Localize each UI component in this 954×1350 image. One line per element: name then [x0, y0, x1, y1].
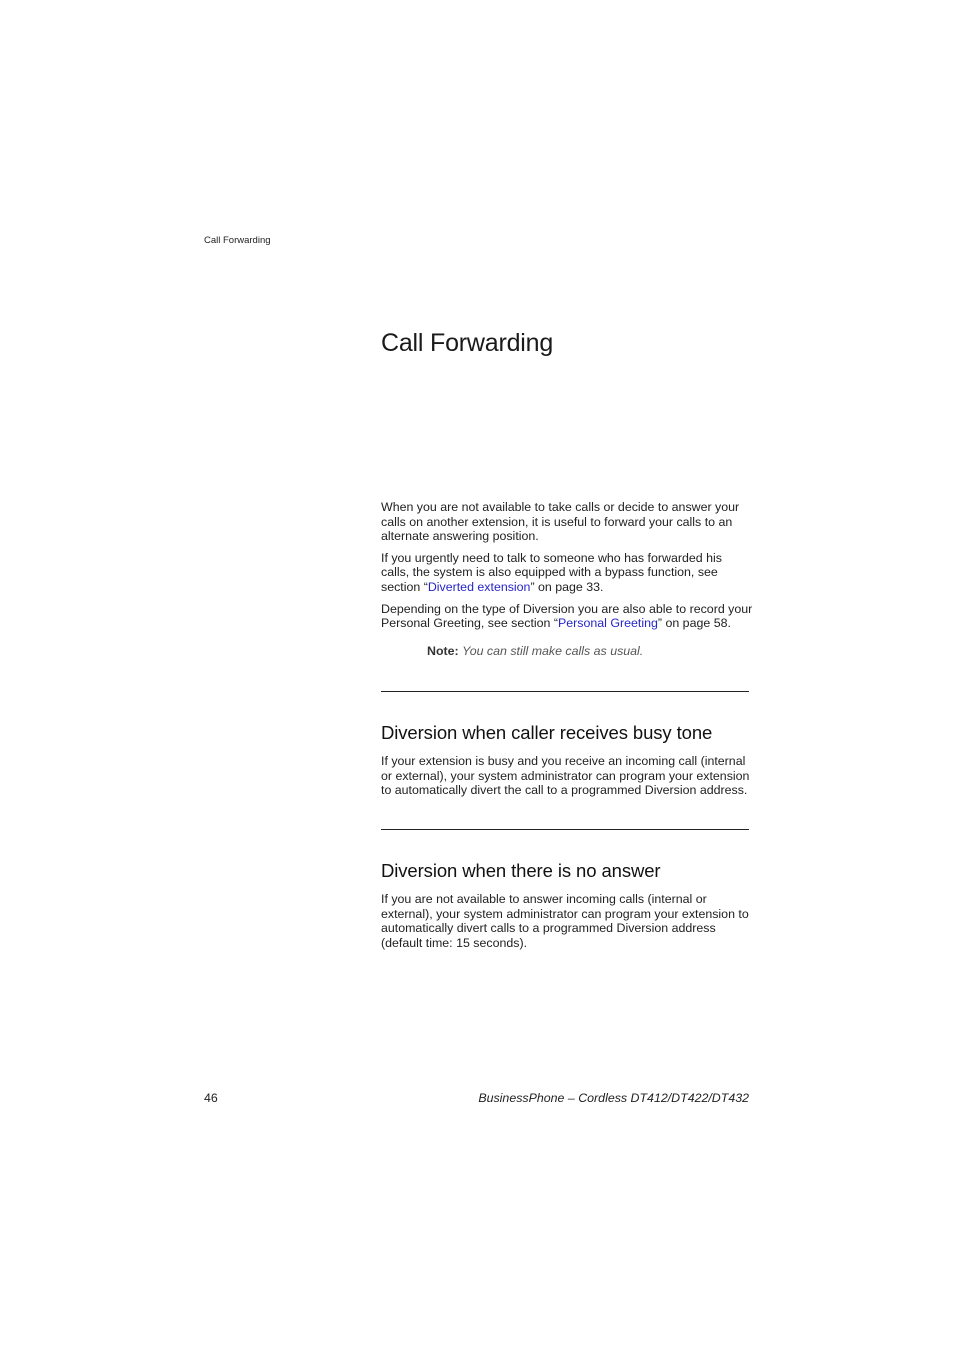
no-answer-section — [381, 892, 753, 957]
section-divider — [381, 829, 749, 830]
chapter-title: Call Forwarding — [381, 329, 554, 357]
note-label: Note: — [427, 643, 459, 658]
intro-paragraph-2 — [381, 551, 753, 595]
busy-tone-section-title: Diversion when caller receives busy tone — [381, 722, 713, 743]
diverted-extension-link[interactable]: Diverted extension — [427, 579, 531, 594]
footer-product-title: BusinessPhone – Cordless DT412/DT422/DT432 — [478, 1091, 749, 1105]
running-header: Call Forwarding — [204, 235, 271, 246]
page-number: 46 — [204, 1091, 218, 1105]
intro-paragraph-2-tail: ” on page 33. — [530, 579, 604, 594]
busy-tone-paragraph: If your extension is busy and you receive an incoming call (internal or external), your system administrator can program your extension to automatically divert the call to a programmed Diversion address. — [381, 754, 750, 798]
intro-paragraph-1: When you are not available to take calls or decide to answer your calls on another extension, it is useful to forward your calls to an alternate answering position. — [381, 500, 740, 544]
note-text: You can still make calls as usual. — [462, 643, 644, 658]
intro-paragraph-3 — [381, 602, 753, 631]
note — [427, 644, 753, 659]
no-answer-section-title: Diversion when there is no answer — [381, 860, 661, 881]
intro-section — [381, 500, 753, 658]
intro-paragraph-3-tail: ” on page 58. — [657, 616, 731, 631]
intro-paragraph-2-text: If you urgently need to talk to someone who has forwarded his calls, the system is also equipped with a bypass function, see section “ — [381, 550, 722, 594]
no-answer-paragraph: If you are not available to answer incoming calls (internal or external), your system administrator can program your extension to automatically divert calls to a programmed Diversion address (default time: 15 seconds). — [381, 892, 749, 950]
intro-paragraph-3-text: Depending on the type of Diversion you are also able to record your Personal Greeting, see section “ — [381, 601, 753, 631]
section-divider — [381, 691, 749, 692]
personal-greeting-link[interactable]: Personal Greeting — [558, 616, 658, 631]
busy-tone-section — [381, 754, 753, 805]
